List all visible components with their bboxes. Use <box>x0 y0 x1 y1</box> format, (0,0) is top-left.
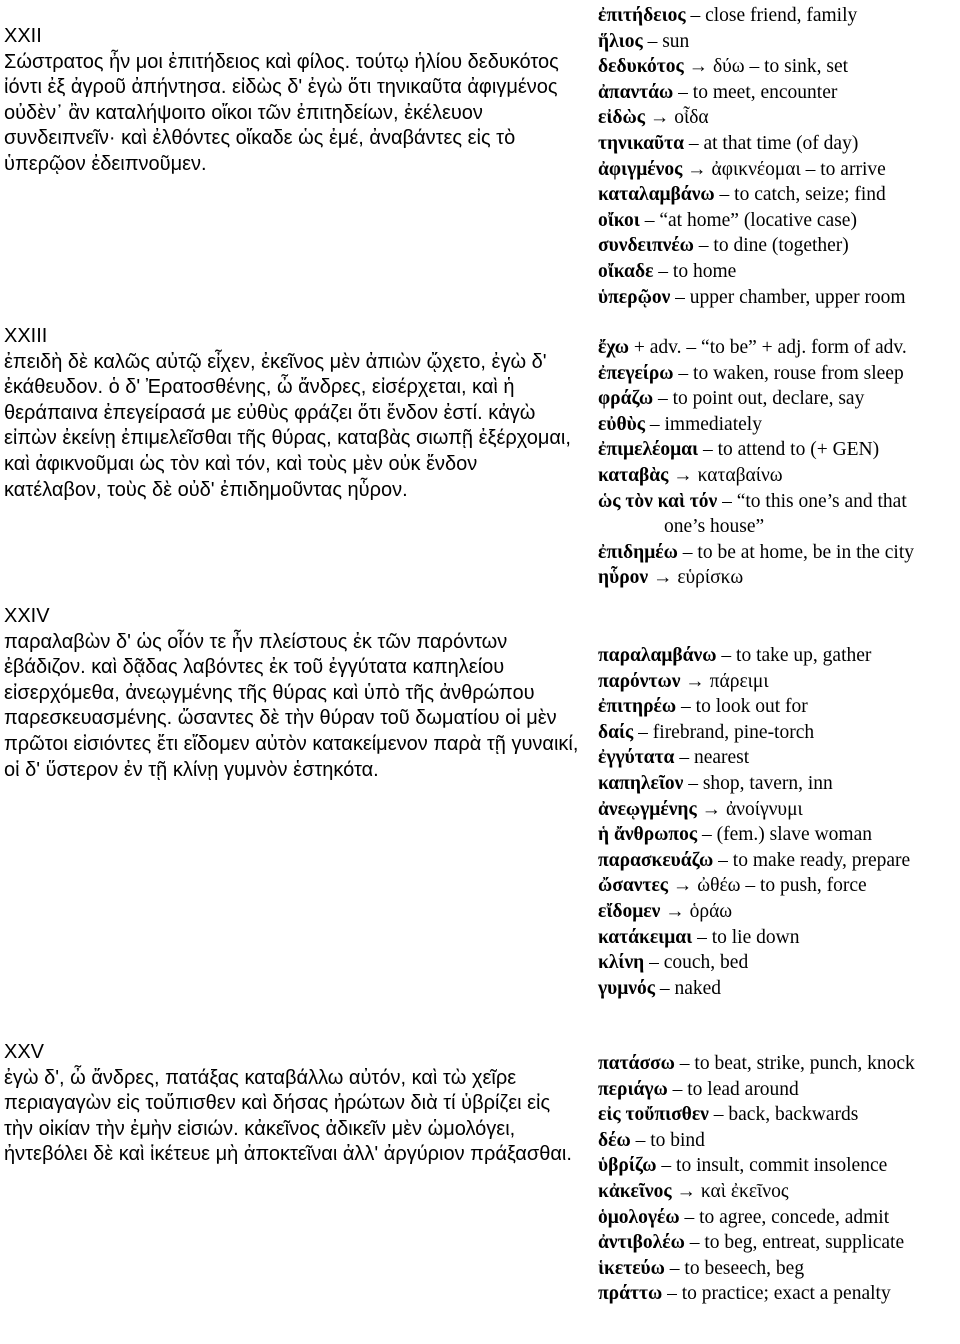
section-number: XXV <box>4 1041 45 1063</box>
vocab-entry: ἐπιτηρέω – to look out for <box>598 696 808 718</box>
greek-passage <box>0 24 580 178</box>
section-number: XXIV <box>4 605 50 627</box>
vocab-entry: ἀνεῳγμένης → ἀνοίγνυμι <box>598 798 803 820</box>
vocab-entry: ἐπεγείρω – to waken, rouse from sleep <box>598 362 904 384</box>
vocab-entry: τηνικαῦτα – at that time (of day) <box>598 132 859 154</box>
section-number: XXIII <box>4 325 48 347</box>
vocab-entry: κἀκεῖνος → καὶ ἐκεῖνος <box>598 1180 789 1202</box>
vocab-entry: κατάκειμαι – to lie down <box>598 926 800 948</box>
greek-passage <box>0 604 580 783</box>
vocab-entry: ἀπαντάω – to meet, encounter <box>598 81 838 103</box>
passage-text: Σώστρατος ἦν μοι ἐπιτήδειος καὶ φίλος. τούτῳ ἡλίου δεδυκότος ἰόντι ἐξ ἀγροῦ ἀπήντησα. εἰδὼς δ' ἐγὼ ὅτι τηνικαῦτα ἀφιγμένος οὐδὲν᾽ ἂν καταλήψοιτο οἴκοι τῶν ἐπιτηδείων, ἐκέλευον συνδειπνεῖν· καὶ ἐλθόντες οἴκαδε ὡς ἐμέ, ἀναβάντες εἰς τὸ ὑπερῷον ἐδειπνοῦμεν. <box>4 50 559 175</box>
vocab-entry: παραλαμβάνω – to take up, gather <box>598 645 872 666</box>
vocab-entry: ἐπιδημέω – to be at home, be in the city <box>598 541 915 563</box>
vocab-entry: δέω – to bind <box>598 1129 705 1151</box>
vocab-entry: ἐπιτήδειος – close friend, family <box>598 5 858 26</box>
vocab-list <box>598 3 960 310</box>
vocab-entry: ὡς τὸν καὶ τόν – “to this one’s and that one’s house” <box>598 490 907 538</box>
vocab-entry: εἰς τοὔπισθεν – back, backwards <box>598 1104 859 1126</box>
vocab-list <box>598 1051 960 1307</box>
passage-text: ἐγὼ δ', ὦ ἄνδρες, πατάξας καταβάλλω αὐτόν, καὶ τὼ χεῖρε περιαγαγὼν εἰς τοὔπισθεν καὶ δήσας ἠρώτων διὰ τί ὑβρίζει εἰς τὴν οἰκίαν τὴν ἐμὴν εἰσιών. κἀκεῖνος ἀδικεῖν μὲν ὡμολόγει, ἠντεβόλει δὲ καὶ ἱκέτευε μὴ ἀποκτεῖναι ἀλλ' ἀργύριον πράξασθαι. <box>4 1066 572 1166</box>
vocab-entry: ὑπερῷον – upper chamber, upper room <box>598 286 906 308</box>
vocab-entry: ἔχω + adv. – “to be” + adj. form of adv. <box>598 337 907 358</box>
vocab-entry: ὤσαντες → ὠθέω – to push, force <box>598 875 867 897</box>
vocab-entry: ἀφιγμένος → ἀφικνέομαι – to arrive <box>598 158 886 180</box>
vocab-entry: ὑβρίζω – to insult, commit insolence <box>598 1155 888 1177</box>
vocab-entry: φράζω – to point out, declare, say <box>598 388 865 410</box>
vocab-entry: ἡ ἄνθρωπος – (fem.) slave woman <box>598 824 872 846</box>
vocab-entry: παρασκευάζω – to make ready, prepare <box>598 849 911 871</box>
vocab-entry: συνδειπνέω – to dine (together) <box>598 235 849 257</box>
vocab-entry: εἰδὼς → οἶδα <box>598 107 709 129</box>
vocab-entry: ἐπιμελέομαι – to attend to (+ GEN) <box>598 439 880 461</box>
vocab-entry: ἥλιος – sun <box>598 30 690 52</box>
vocab-entry: πράττω – to practice; exact a penalty <box>598 1283 891 1305</box>
vocab-entry: ὁμολογέω – to agree, concede, admit <box>598 1206 890 1228</box>
vocab-entry: εὐθὺς – immediately <box>598 413 762 435</box>
vocab-entry: δαίς – firebrand, pine-torch <box>598 721 815 743</box>
passage-text: παραλαβὼν δ' ὡς οἷόν τε ἦν πλείστους ἐκ τῶν παρόντων ἐβάδιζον. καὶ δᾷδας λαβόντες ἐκ τοῦ ἐγγύτατα καπηλείου εἰσερχόμεθα, ἀνεῳγμένης τῆς θύρας καὶ ὑπὸ τῆς ἀνθρώπου παρεσκευασμένης. ὤσαντες δὲ τὴν θύραν τοῦ δωματίου οἱ μὲν πρῶτοι εἰσιόντες ἔτι εἴδομεν αὐτὸν κατακείμενον παρὰ τῇ γυναικί, οἱ δ' ὕστερον ἐν τῇ κλίνῃ γυμνὸν ἑστηκότα. <box>4 630 579 781</box>
vocab-entry: περιάγω – to lead around <box>598 1078 799 1100</box>
vocab-entry: εἴδομεν → ὁράω <box>598 900 733 922</box>
vocab-entry: οἴκαδε – to home <box>598 260 737 282</box>
vocab-entry: κλίνη – couch, bed <box>598 952 749 974</box>
vocab-entry: καπηλεῖον – shop, tavern, inn <box>598 772 833 794</box>
vocab-list <box>598 335 960 591</box>
section-number: XXII <box>4 25 42 47</box>
vocab-entry: ἐγγύτατα – nearest <box>598 747 750 769</box>
vocab-entry: δεδυκότος → δύω – to sink, set <box>598 56 849 78</box>
vocab-entry: ηὗρον → εὑρίσκω <box>598 567 744 589</box>
vocab-entry: καταλαμβάνω – to catch, seize; find <box>598 184 886 206</box>
vocab-entry: παρόντων → πάρειμι <box>598 670 769 692</box>
vocab-entry: καταβὰς → καταβαίνω <box>598 464 783 486</box>
greek-passage <box>0 324 580 503</box>
vocab-list <box>598 643 960 1001</box>
greek-passage <box>0 1040 580 1168</box>
passage-text: ἐπειδὴ δὲ καλῶς αὐτῷ εἶχεν, ἐκεῖνος μὲν ἀπιὼν ᾤχετο, ἐγὼ δ' ἐκάθευδον. ὁ δ' Ἐρατοσθένης, ὦ ἄνδρες, εἰσέρχεται, καὶ ἡ θεράπαινα ἐπεγείρασά με εὐθὺς φράζει ὅτι ἔνδον ἐστί. κἀγὼ εἰπὼν ἐκείνῃ ἐπιμελεῖσθαι τῆς θύρας, καταβὰς σιωπῇ ἐξέρχομαι, καὶ ἀφικνοῦμαι ὡς τὸν καὶ τόν, καὶ τοὺς μὲν οὐκ ἔνδον κατέλαβον, τοὺς δὲ οὐδ' ἐπιδημοῦντας ηὗρον. <box>4 350 571 501</box>
vocab-entry: γυμνός – naked <box>598 977 722 999</box>
vocab-entry: ἀντιβολέω – to beg, entreat, supplicate <box>598 1232 905 1254</box>
vocab-entry: ἱκετεύω – to beseech, beg <box>598 1257 805 1279</box>
vocab-entry: οἴκοι – “at home” (locative case) <box>598 209 857 231</box>
vocab-entry: πατάσσω – to beat, strike, punch, knock <box>598 1053 915 1074</box>
